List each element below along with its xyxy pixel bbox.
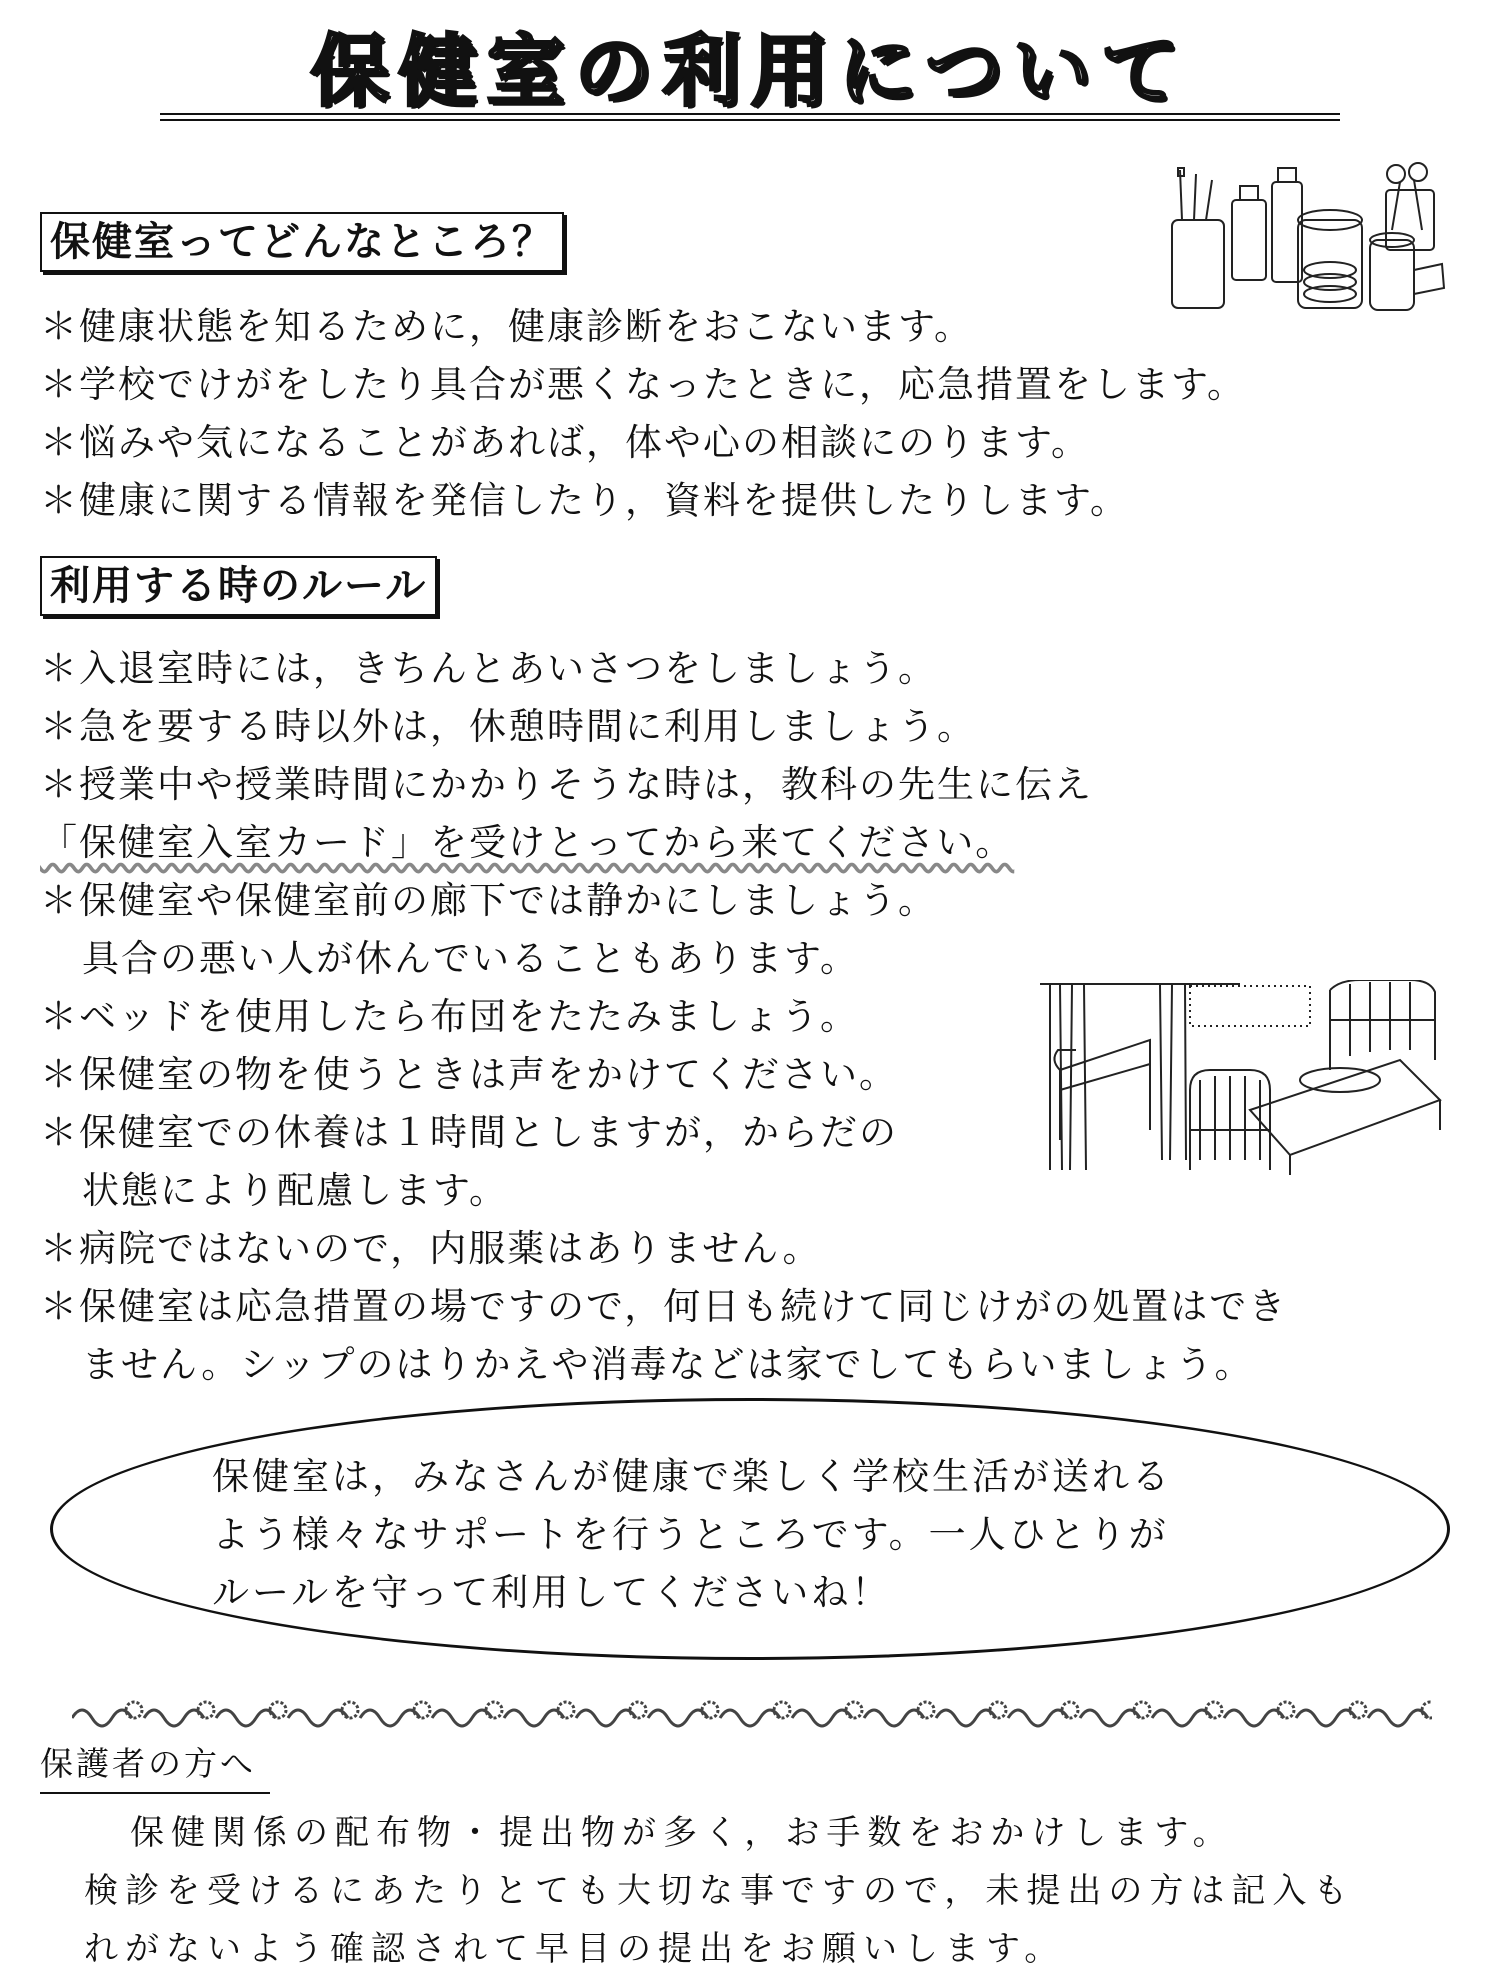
title-underline-2 (160, 119, 1340, 121)
list-item: ません。シップのはりかえや消毒などは家でしてもらいましょう。 (82, 1343, 1254, 1386)
guardian-line: 保健関係の配布物・提出物が多く，お手数をおかけします。 (130, 1813, 1234, 1853)
ornament-flower (126, 1702, 142, 1718)
ornament-flower (774, 1702, 790, 1718)
ornament-swirl (576, 1710, 636, 1726)
title-underline (160, 113, 1340, 115)
ornament-flower (846, 1702, 862, 1718)
message-line: 保健室は，みなさんが健康で楽しく学校生活が送れる (212, 1455, 1172, 1498)
ornament-flower (1278, 1702, 1294, 1718)
ornament-swirl (360, 1710, 420, 1726)
list-item: ＊保健室の物を使うときは声をかけてください。 (40, 1053, 898, 1096)
ornament-swirl (864, 1710, 924, 1726)
ornament-flower (270, 1702, 286, 1718)
page-title: 保健室の利用について (310, 27, 1190, 117)
list-item: ＊病院ではないので，内服薬はありません。 (40, 1227, 822, 1270)
list-item: ＊急を要する時以外は，休憩時間に利用しましょう。 (40, 705, 976, 748)
list-item: ＊入退室時には，きちんとあいさつをしましょう。 (40, 647, 937, 690)
guardian-line: 検診を受けるにあたりとても大切な事ですので，未提出の方は記入も (84, 1871, 1355, 1911)
ornament-flower (558, 1702, 574, 1718)
ornament-flower (630, 1702, 646, 1718)
ornament-swirl (936, 1710, 996, 1726)
list-item: ＊ベッドを使用したら布団をたたみましょう。 (40, 995, 859, 1038)
list-item: ＊保健室や保健室前の廊下では静かにしましょう。 (40, 879, 937, 922)
list-item: 具合の悪い人が休んでいることもあります。 (82, 937, 860, 980)
ornament-flower (486, 1702, 502, 1718)
ornament-flower (702, 1702, 718, 1718)
list-item (40, 814, 1287, 872)
list-item: ＊健康に関する情報を発信したり，資料を提供したりします。 (40, 479, 1130, 522)
message-text (212, 1448, 1172, 1622)
ornament-swirl (432, 1710, 492, 1726)
list-item: ＊悩みや気になることがあれば，体や心の相談にのります。 (40, 421, 1091, 464)
list-item: ＊授業中や授業時間にかかりそうな時は，教科の先生に伝え (40, 763, 1093, 806)
ornament-swirl (216, 1710, 276, 1726)
message-line: よう様々なサポートを行うところです。一人ひとりが (212, 1513, 1169, 1556)
list-item: ＊健康状態を知るために，健康診断をおこないます。 (40, 305, 974, 348)
ornament-swirl (144, 1710, 204, 1726)
section-heading-about: 保健室ってどんなところ？ (40, 212, 564, 272)
ornament-flower (414, 1702, 430, 1718)
medical-supplies-illustration (1160, 160, 1450, 320)
decorative-border (72, 1688, 1432, 1740)
guardian-line: れがないよう確認されて早目の提出をお願いします。 (84, 1929, 1066, 1969)
ornament-swirl (1224, 1710, 1284, 1726)
ornament-flower (342, 1702, 358, 1718)
ornament-swirl (1296, 1710, 1356, 1726)
ornament-swirl (720, 1710, 780, 1726)
list-item: ＊保健室は応急措置の場ですので，何日も続けて同じけがの処置はでき (40, 1285, 1288, 1328)
ornament-flower (1350, 1702, 1366, 1718)
ornament-flower (990, 1702, 1006, 1718)
section-heading-rules: 利用する時のルール (40, 556, 437, 616)
list-item: ＊学校でけがをしたり具合が悪くなったときに，応急措置をします。 (40, 363, 1247, 406)
message-line: ルールを守って利用してくださいね！ (212, 1571, 892, 1614)
ornament-swirl (1080, 1710, 1140, 1726)
ornament-swirl (792, 1710, 852, 1726)
ornament-flower (198, 1702, 214, 1718)
entry-card-text: 「保健室入室カード」を受けとってから来てください。 (40, 821, 1015, 864)
ornament-swirl (72, 1710, 132, 1726)
guardian-heading: 保護者の方へ (40, 1742, 270, 1794)
ornament-flower (918, 1702, 934, 1718)
list-item: ＊保健室での休養は１時間としますが，からだの (40, 1111, 898, 1154)
about-list (40, 298, 1246, 530)
ornament-swirl (1152, 1710, 1212, 1726)
ornament-swirl (648, 1710, 708, 1726)
ornament-flower (1206, 1702, 1222, 1718)
ornament-swirl (288, 1710, 348, 1726)
ornament-flower (1062, 1702, 1078, 1718)
ornament-swirl (1368, 1710, 1428, 1726)
ornament-swirl (504, 1710, 564, 1726)
list-item: 状態により配慮します。 (82, 1169, 509, 1212)
ornament-swirl (1008, 1710, 1068, 1726)
ornament-flower (1134, 1702, 1150, 1718)
guardian-note (84, 1804, 1354, 1978)
beds-illustration (1040, 980, 1450, 1180)
